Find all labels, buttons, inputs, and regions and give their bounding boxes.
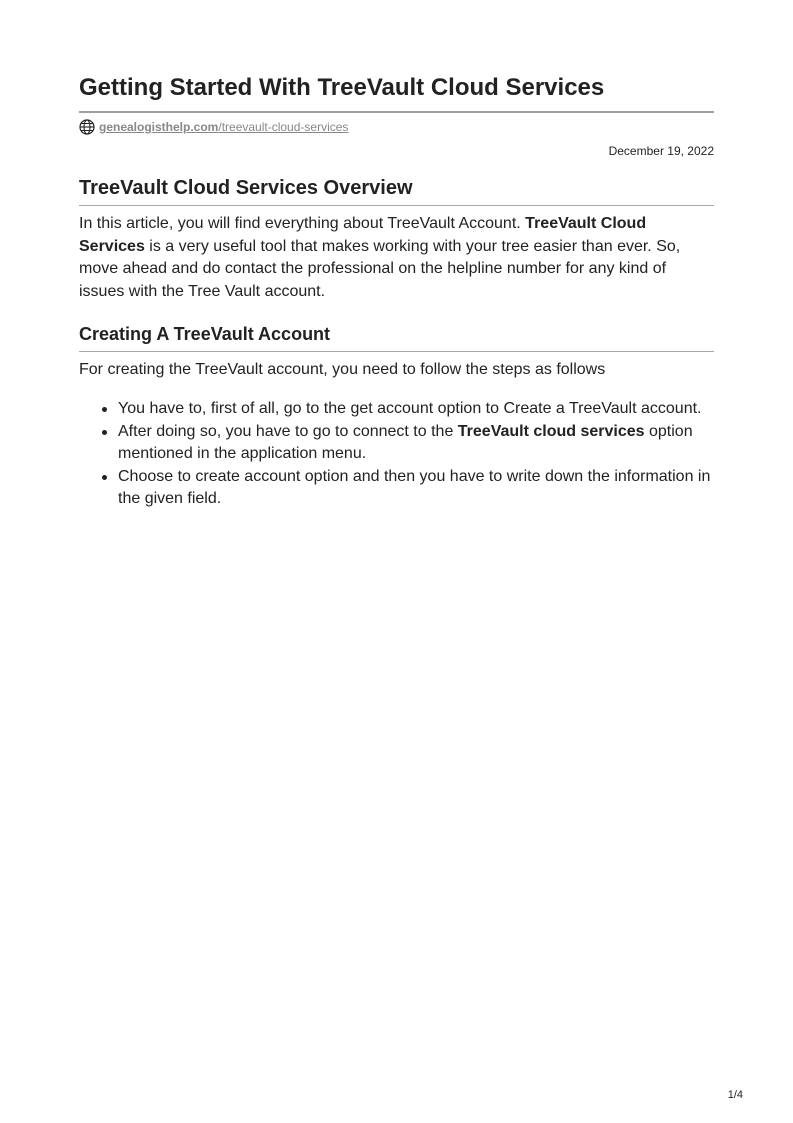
source-url-link[interactable] [99,120,348,134]
source-path: /treevault-cloud-services [218,120,349,134]
section-divider [79,205,714,206]
bullet-icon [102,407,107,412]
step-text: You have to, first of all, go to the get account option to Create a TreeVault account. [118,400,702,417]
source-link-row [79,118,348,136]
bullet-icon [102,475,107,480]
globe-icon [79,119,95,135]
overview-text-end: is a very useful tool that makes working with your tree easier than ever. So, move ahead and do contact the professional on the helpline number for any kind of issues with the Tree Vault account. [79,237,681,300]
source-domain: genealogisthelp.com [99,120,219,134]
list-item [79,466,714,511]
section-heading-overview: TreeVault Cloud Services Overview [79,177,413,199]
bullet-icon [102,430,107,435]
page-title: Getting Started With TreeVault Cloud Services [79,74,605,101]
step-text: Choose to create account option and then you have to write down the information in the given field. [118,467,711,507]
overview-bold-text: TreeVault Cloud Services [79,215,647,255]
title-divider [79,111,714,113]
step-text-start: After doing so, you have to go to connect to the [118,422,458,440]
publish-date: December 19, 2022 [608,144,714,158]
overview-paragraph [79,213,714,303]
step-bold-text: TreeVault cloud services [457,422,645,440]
section-heading-creating-account: Creating A TreeVault Account [79,324,331,344]
step-text-end: option mentioned in the application menu. [118,422,693,462]
list-item [79,421,714,466]
steps-list [79,398,714,511]
list-item [79,398,714,421]
page-number: 1/4 [727,1089,743,1101]
creating-intro-paragraph: For creating the TreeVault account, you need to follow the steps as follows [79,361,606,378]
overview-text-start: In this article, you will find everything about TreeVault Account. [79,215,526,232]
section-divider [79,351,714,352]
